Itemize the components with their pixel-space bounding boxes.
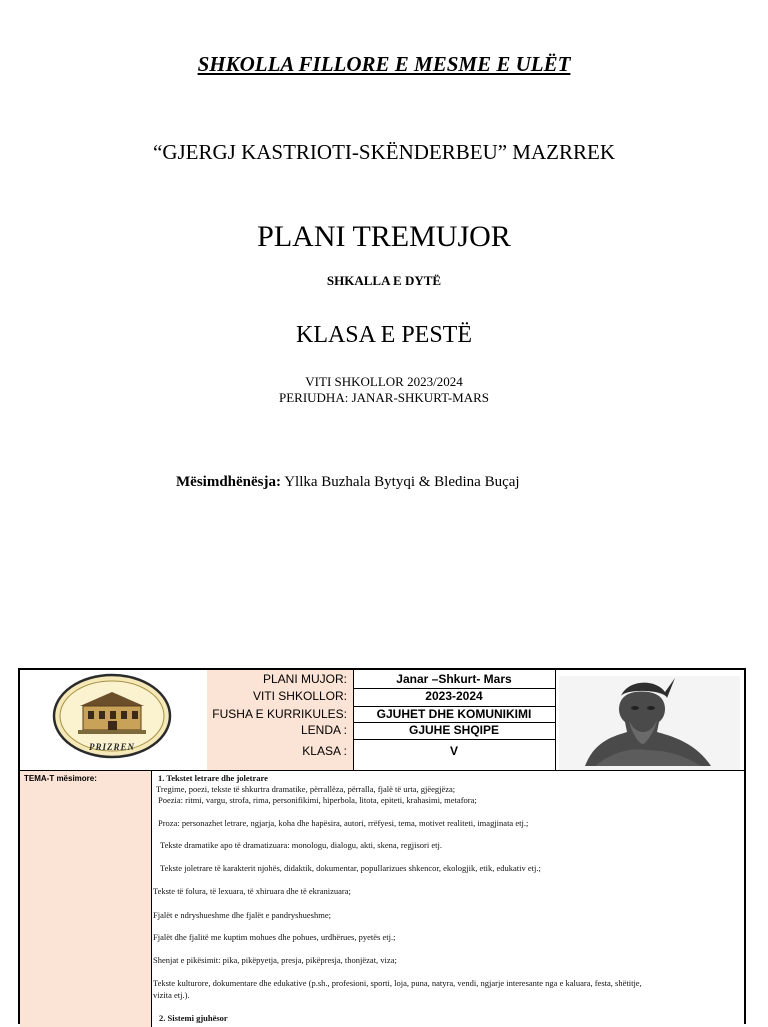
label-plani-mujor: PLANI MUJOR: bbox=[262, 672, 347, 686]
value-klasa: V bbox=[449, 744, 458, 758]
logo-cell bbox=[20, 670, 208, 770]
label-fusha-kurrikules: FUSHA E KURRIKULES: bbox=[212, 707, 347, 721]
content-line: Tekste dramatike apo të dramatizuara: monologu, dialogu, akti, skena, regjisori etj. bbox=[160, 840, 442, 850]
school-name: “GJERGJ KASTRIOTI-SKËNDERBEU” MAZRREK bbox=[153, 140, 615, 164]
period: PERIUDHA: JANAR-SHKURT-MARS bbox=[278, 390, 490, 405]
table-header bbox=[20, 670, 744, 770]
bust-statue-icon bbox=[555, 670, 744, 770]
label-viti-shkollor: VITI SHKOLLOR: bbox=[252, 689, 347, 703]
content-line: Tregime, poezi, tekste të shkurtra dramatike, përrallëza, përralla, fjalë të urta, gjëegjëza; bbox=[156, 784, 456, 794]
value-column bbox=[353, 670, 556, 770]
content-line: 1. Tekstet letrare dhe joletrare bbox=[158, 773, 268, 783]
content-line: Tekste të folura, të lexuara, të xhiruara dhe të ekranizuara; bbox=[153, 886, 351, 896]
label-lenda: LENDA : bbox=[300, 723, 347, 737]
content-line: Poezia: ritmi, vargu, strofa, rima, personifikimi, hiperbola, litota, epiteti, krahasimi, metafora; bbox=[158, 795, 477, 805]
logo-text: PRIZREN bbox=[88, 742, 136, 752]
plan-title: PLANI TREMUJOR bbox=[257, 220, 511, 253]
tema-label: TEMA-T mësimore: bbox=[20, 771, 152, 1027]
year-period bbox=[0, 374, 768, 406]
content-line: Proza: personazhet letrare, ngjarja, koha dhe hapësira, autori, rrëfyesi, tema, motivet realiteti, imagjinata etj.; bbox=[158, 818, 529, 828]
value-plani-mujor: Janar –Shkurt- Mars bbox=[353, 672, 555, 689]
content-line: vizita etj.). bbox=[153, 990, 190, 1000]
plan-table bbox=[18, 668, 746, 1024]
grade-title: KLASA E PESTË bbox=[295, 322, 472, 348]
tema-content bbox=[153, 771, 743, 1027]
content-line: Tekste kulturore, dokumentare dhe edukative (p.sh., profesioni, sporti, loja, puna, natyra, vendi, ngjarje interesante nga e kaluara, festa, shëtitje, bbox=[153, 978, 642, 988]
content-line: Fjalët dhe fjalitë me kuptim mohues dhe pohues, urdhërues, pyetës etj.; bbox=[153, 932, 396, 942]
value-fusha-kurrikules: GJUHET DHE KOMUNIKIMI bbox=[353, 707, 555, 723]
content-line: Fjalët e ndryshueshme dhe fjalët e pandryshueshme; bbox=[153, 910, 331, 920]
content-line: Shenjat e pikësimit: pika, pikëpyetja, presja, pikëpresja, thonjëzat, viza; bbox=[153, 955, 397, 965]
photo-cell bbox=[555, 670, 744, 770]
school-year: VITI SHKOLLOR 2023/2024 bbox=[305, 374, 463, 389]
teacher-names: Yllka Buzhala Bytyqi & Bledina Buçaj bbox=[281, 474, 520, 490]
value-lenda: GJUHE SHQIPE bbox=[353, 723, 555, 740]
teacher-line bbox=[176, 474, 520, 491]
table-body bbox=[20, 770, 744, 1027]
teacher-label: Mësimdhënësja: bbox=[176, 474, 281, 490]
school-type-heading: SHKOLLA FILLORE E MESME E ULËT bbox=[197, 52, 571, 76]
content-line: 2. Sistemi gjuhësor bbox=[159, 1013, 228, 1023]
label-klasa: KLASA : bbox=[302, 744, 347, 758]
prizren-logo-icon bbox=[20, 670, 207, 770]
content-line: Tekste joletrare të karakterit njohës, didaktik, dokumentar, popullarizues shkencor, ekologjik, etik, edukativ etj.; bbox=[160, 863, 541, 873]
level-label: SHKALLA E DYTË bbox=[326, 273, 442, 288]
label-column bbox=[207, 670, 354, 770]
value-viti-shkollor: 2023-2024 bbox=[353, 689, 555, 707]
